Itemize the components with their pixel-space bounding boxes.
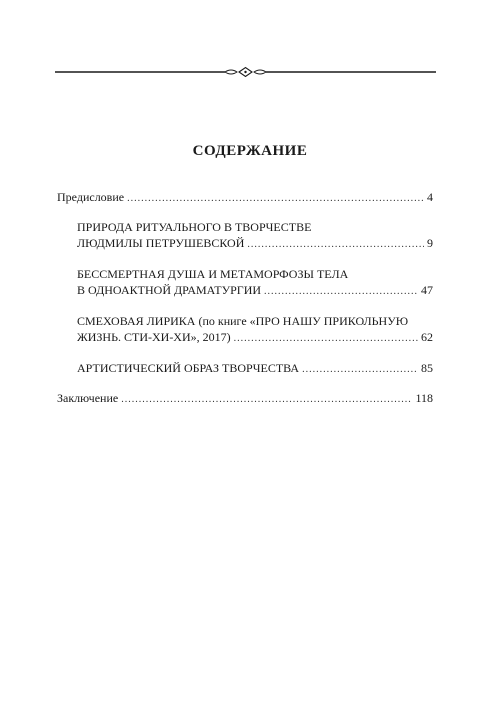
toc-entry-title: АРТИСТИЧЕСКИЙ ОБРАЗ ТВОРЧЕСТВА	[77, 361, 300, 375]
leader-dots	[127, 191, 424, 207]
leader-dots	[264, 284, 418, 300]
leader-dots	[302, 362, 418, 378]
toc-page-number: 47	[421, 283, 433, 297]
header-ornament	[55, 66, 436, 78]
toc-page-number: 118	[415, 391, 433, 405]
toc-entry-title: Заключение	[57, 391, 119, 405]
toc-entry-title-line: ПРИРОДА РИТУАЛЬНОГО В ТВОРЧЕСТВЕ	[77, 220, 312, 234]
toc-entry-title: ЖИЗНЬ. СТИ-ХИ-ХИ», 2017)	[77, 330, 231, 344]
toc-entry-chapter-3[interactable]	[57, 313, 433, 347]
toc-page-number: 4	[427, 190, 433, 204]
leader-dots	[121, 392, 412, 408]
toc-entry-chapter-4[interactable]	[57, 360, 433, 378]
toc-page-number: 62	[421, 330, 433, 344]
toc-entry-title: ЛЮДМИЛЫ ПЕТРУШЕВСКОЙ	[77, 236, 245, 250]
toc-page-number: 9	[427, 236, 433, 250]
leader-dots	[247, 237, 424, 253]
page-title: СОДЕРЖАНИЕ	[192, 143, 308, 159]
table-of-contents	[57, 189, 433, 408]
toc-entry-title: В ОДНОАКТНОЙ ДРАМАТУРГИИ	[77, 283, 262, 297]
toc-entry-chapter-2[interactable]	[57, 266, 433, 300]
toc-page-number: 85	[421, 361, 433, 375]
toc-entry-conclusion[interactable]	[57, 390, 433, 408]
toc-entry-title-line: БЕССМЕРТНАЯ ДУША И МЕТАМОРФОЗЫ ТЕЛА	[77, 267, 349, 281]
toc-entry-title-line: СМЕХОВАЯ ЛИРИКА (по книге «ПРО НАШУ ПРИКОЛЬНУЮ	[77, 314, 409, 328]
toc-entry-chapter-1[interactable]	[57, 219, 433, 253]
ornament-divider-icon	[55, 66, 436, 78]
toc-entry-title: Предисловие	[57, 190, 125, 204]
leader-dots	[234, 331, 418, 347]
toc-entry-preface[interactable]	[57, 189, 433, 207]
